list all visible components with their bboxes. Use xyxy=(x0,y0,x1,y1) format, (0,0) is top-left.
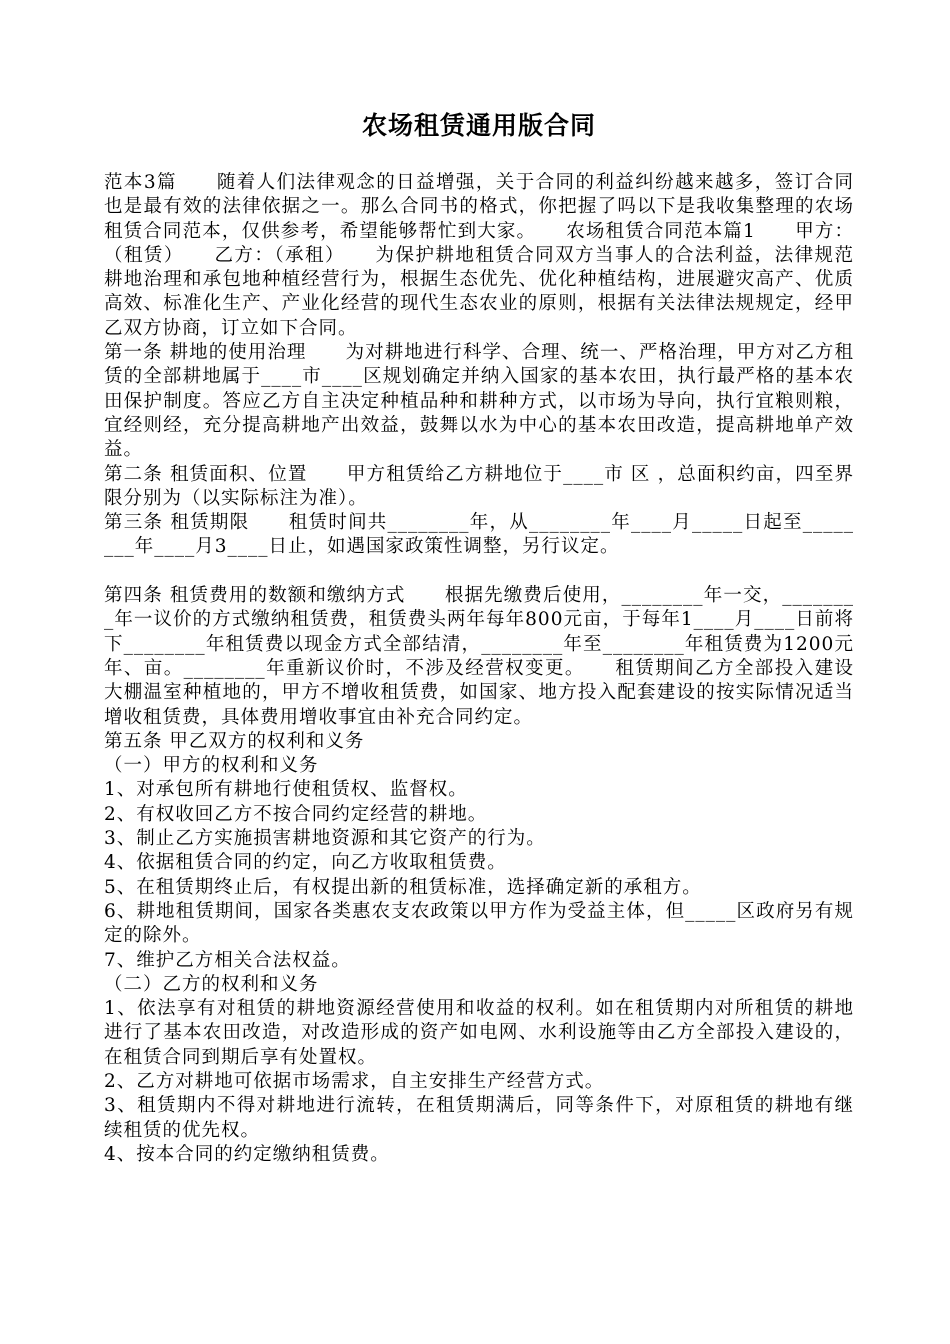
party-a-item-2: 2、有权收回乙方不按合同约定经营的耕地。 xyxy=(104,803,488,825)
party-a-item-6: 6、耕地租赁期间，国家各类惠农支农政策以甲方作为受益主体，但_____区政府另有规定的除外。 xyxy=(104,900,854,947)
article-2-paragraph: 第二条 租赁面积、位置 甲方租赁给乙方耕地位于____市 区 ，总面积约亩，四至界限分别为（以实际标注为准）。 xyxy=(104,463,854,509)
article-5-heading: 第五条 甲乙双方的权利和义务 xyxy=(104,730,365,752)
party-a-item-1: 1、对承包所有耕地行使租赁权、监督权。 xyxy=(104,779,468,801)
intro-paragraph: 范本3篇 随着人们法律观念的日益增强，关于合同的利益纠纷越来越多，签订合同也是最有效的法律依据之一。那么合同书的格式，你把握了吗以下是我收集整理的农场租赁合同范本，仅供参考，希望能够帮忙到大家。 农场租赁合同范本篇1 甲方：（租赁） 乙方：（承租） 为保护耕地租赁合同双方当事人的合法利益，法律规范耕地治理和承包地种植经营行为，根据生态优先、优化种植结构，进展避灾高产、优质高效、标准化生产、产业化经营的现代生态农业的原则，根据有关法律法规规定，经甲乙双方协商，订立如下合同。 xyxy=(104,172,854,339)
article-3-paragraph: 第三条 租赁期限 租赁时间共________年，从________年____月_____日起至________年____月3____日止，如遇国家政策性调整，另行议定。 xyxy=(104,512,854,558)
party-a-item-4: 4、依据租赁合同的约定，向乙方收取租赁费。 xyxy=(104,852,507,874)
party-a-item-5: 5、在租赁期终止后，有权提出新的租赁标准，选择确定新的承租方。 xyxy=(104,876,702,898)
party-b-item-1: 1、依法享有对租赁的耕地资源经营使用和收益的权利。如在租赁期内对所租赁的耕地进行了基本农田改造，对改造形成的资产如电网、水利设施等由乙方全部投入建设的，在租赁合同到期后享有处置权。 xyxy=(104,998,854,1068)
party-b-item-2: 2、乙方对耕地可依据市场需求，自主安排生产经营方式。 xyxy=(104,1070,605,1092)
document-title: 农场租赁通用版合同 xyxy=(361,111,596,140)
document-body xyxy=(104,171,854,1167)
party-a-item-7: 7、维护乙方相关合法权益。 xyxy=(104,949,351,971)
article-1-paragraph: 第一条 耕地的使用治理 为对耕地进行科学、合理、统一、严格治理，甲方对乙方租赁的全部耕地属于____市____区规划确定并纳入国家的基本农田，执行最严格的基本农田保护制度。答应乙方自主决定种植品种和耕种方式，以市场为导向，执行宜粮则粮，宜经则经，充分提高耕地产出效益，鼓舞以水为中心的基本农田改造，提高耕地单产效益。 xyxy=(104,342,854,461)
party-b-heading: （二）乙方的权利和义务 xyxy=(104,973,319,995)
paragraph-gap xyxy=(104,560,854,584)
party-a-heading: （一）甲方的权利和义务 xyxy=(104,755,319,777)
article-4-paragraph: 第四条 租赁费用的数额和缴纳方式 根据先缴费后使用，________年一交，________年一议价的方式缴纳租赁费，租赁费头两年每年800元亩，于每年1____月____日前将下________年租赁费以现金方式全部结清，________年至________年租赁费为1200元年、亩。________年重新议价时，不涉及经营权变更。 租赁期间乙方全部投入建设大棚温室种植地的，甲方不增收租赁费，如国家、地方投入配套建设的按实际情况适当增收租赁费，具体费用增收事宜由补充合同约定。 xyxy=(104,585,854,728)
party-b-item-4: 4、按本合同的约定缴纳租赁费。 xyxy=(104,1143,390,1165)
party-a-item-3: 3、制止乙方实施损害耕地资源和其它资产的行为。 xyxy=(104,828,546,850)
party-b-item-3: 3、租赁期内不得对耕地进行流转，在租赁期满后，同等条件下，对原租赁的耕地有继续租赁的优先权。 xyxy=(104,1095,854,1141)
